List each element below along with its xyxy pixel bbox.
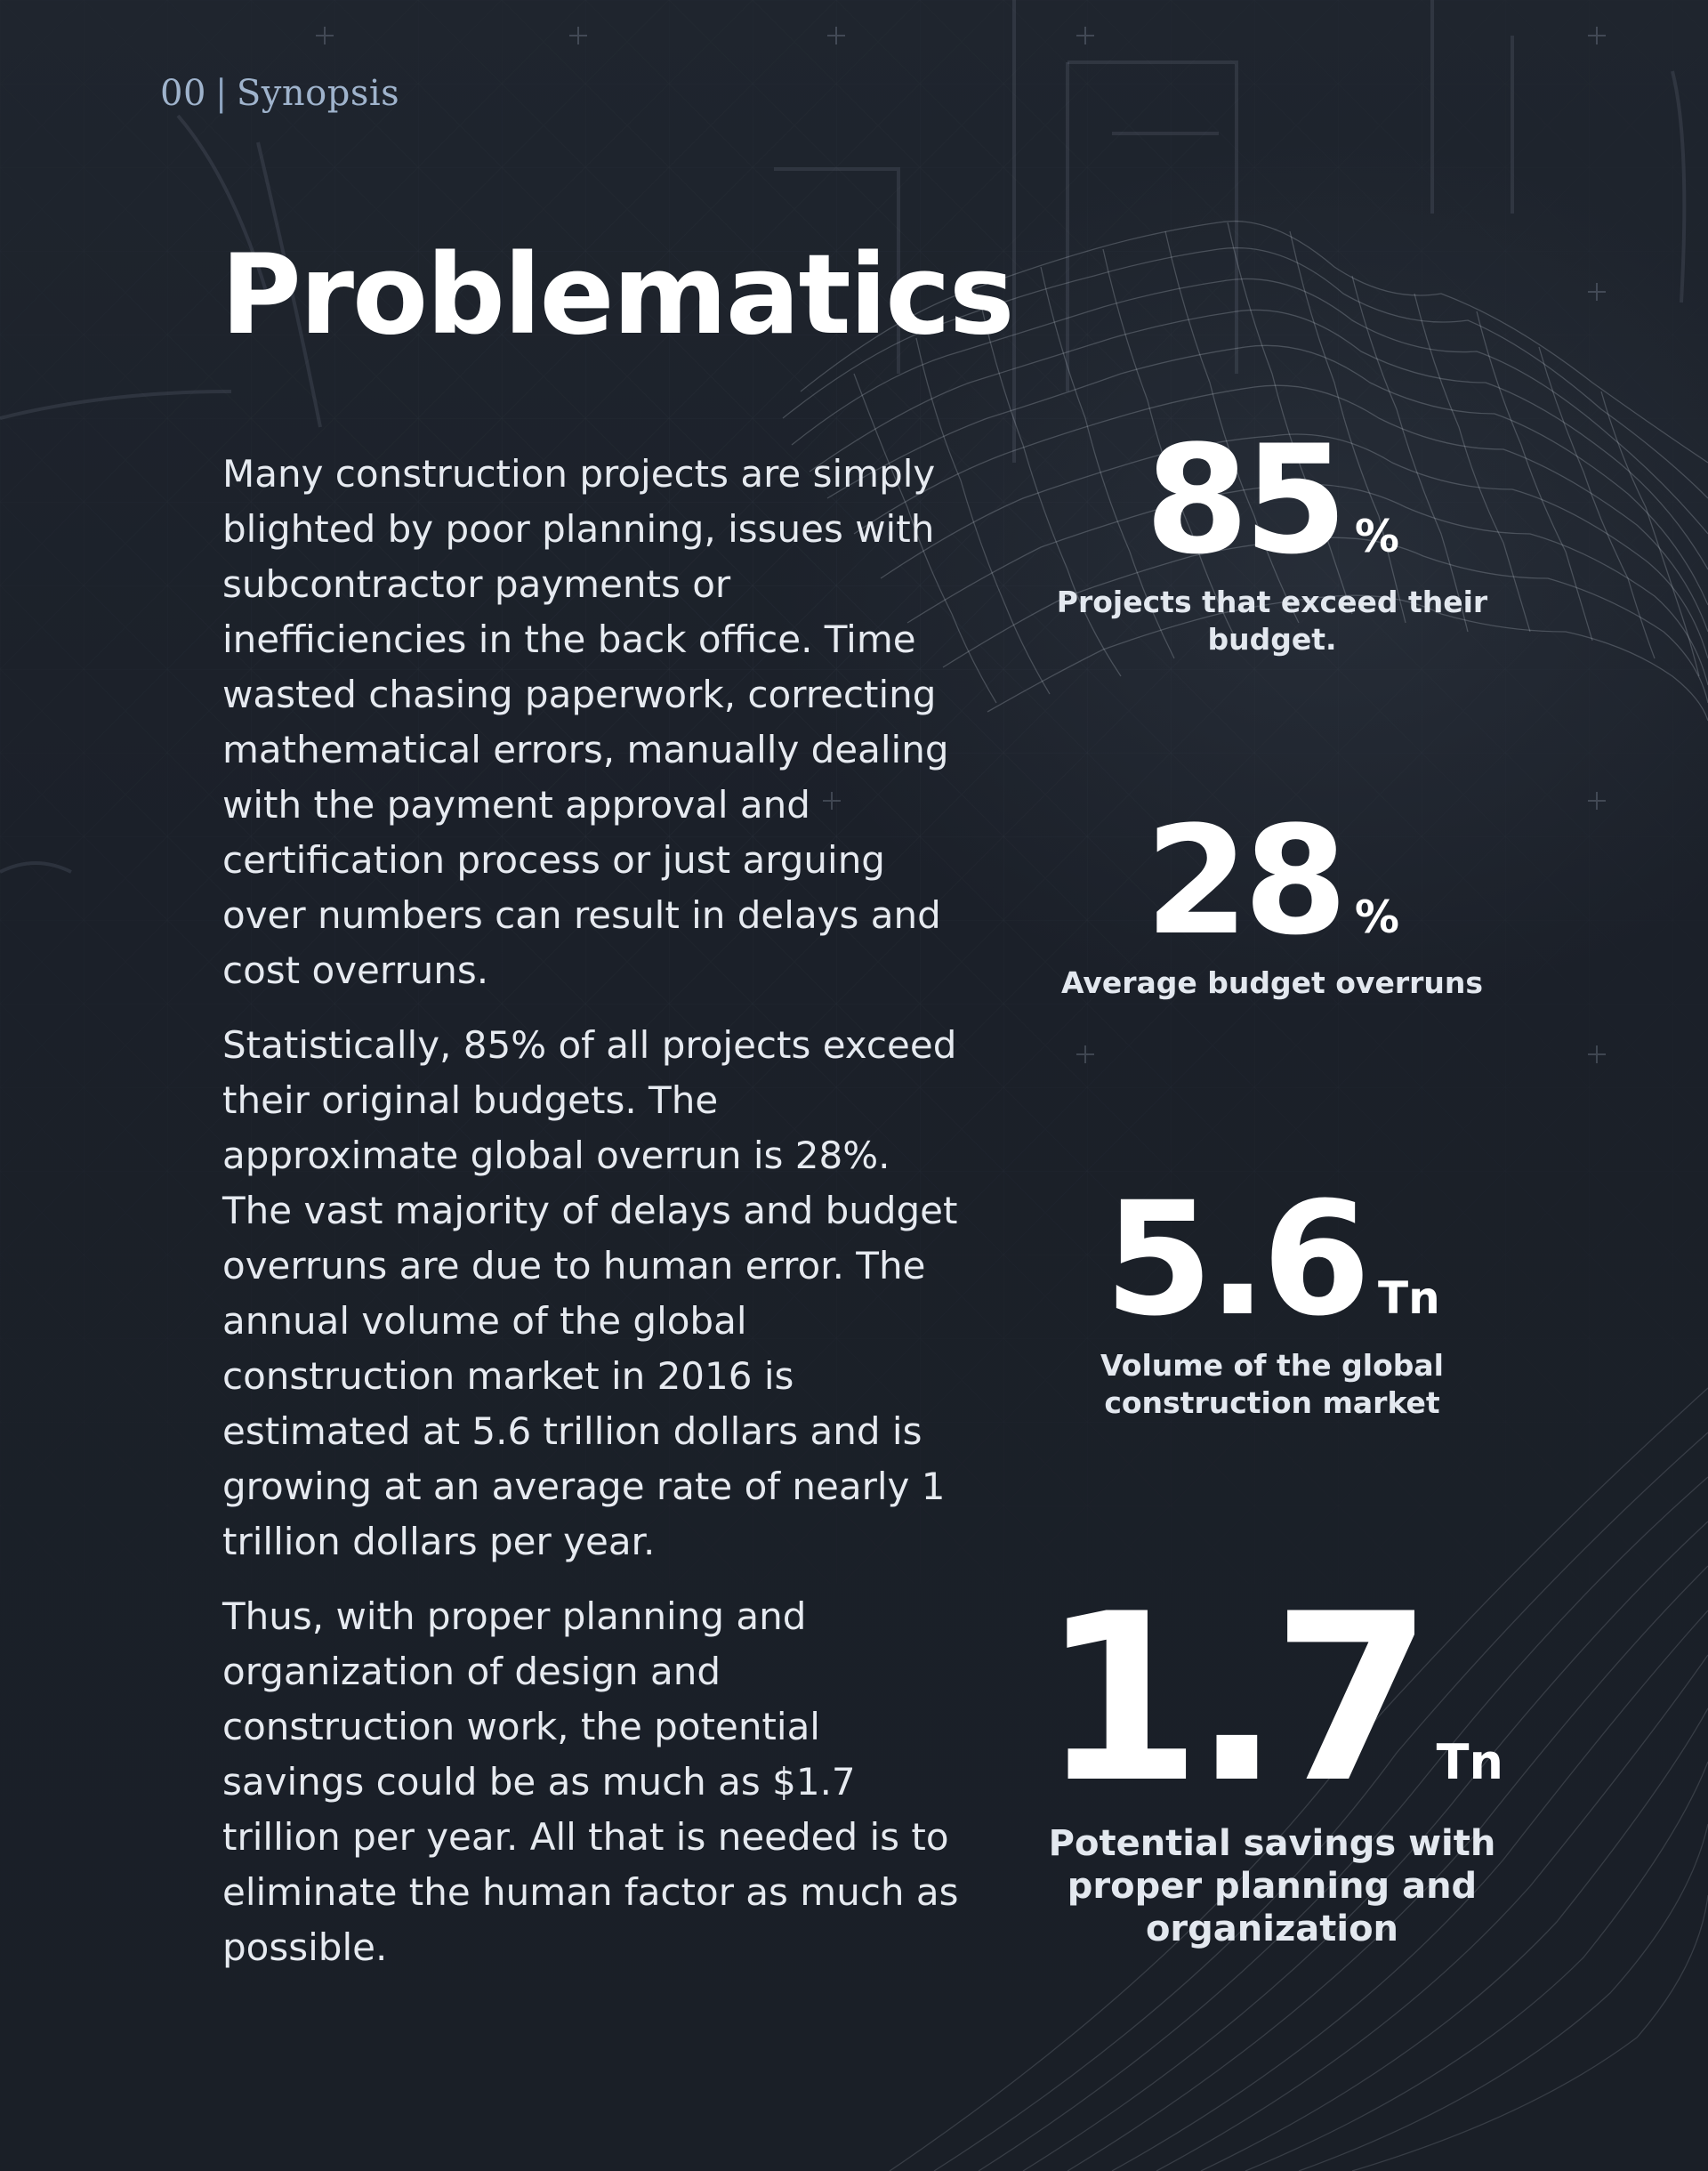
stat-value-row bbox=[1145, 794, 1399, 968]
stat-average-overrun bbox=[1050, 794, 1494, 1002]
stat-value: 1.7 bbox=[1041, 1565, 1424, 1834]
paragraph-2: Statistically, 85% of all projects exceed their original budgets. The approximate global overrun is 28%. The vast majority of delays and budget overruns are due to human error. The annual volume of the global construction market in 2016 is estimated at 5.6 trillion dollars and is growing at an average rate of nearly 1 trillion dollars per year. bbox=[222, 1023, 958, 1563]
stat-unit: Tn bbox=[1436, 1734, 1503, 1790]
section-name: Synopsis bbox=[236, 73, 400, 114]
stat-caption: Potential savings with proper planning and organization bbox=[1048, 1823, 1496, 1949]
stat-caption: Projects that exceed their budget. bbox=[1056, 585, 1488, 657]
section-header bbox=[160, 73, 399, 114]
stat-caption: Volume of the global construction market bbox=[1100, 1348, 1444, 1420]
stat-unit: % bbox=[1354, 511, 1399, 562]
stat-value-row bbox=[1104, 1168, 1440, 1351]
body-text bbox=[222, 447, 961, 1995]
paragraph-1: Many construction projects are simply blighted by poor planning, issues with subcontractor payments or inefficiencies in the back office. Time wasted chasing paperwork, correcting mathematical errors, manually dealing with the payment approval and certification process or just arguing over numbers can result in delays and cost overruns. bbox=[222, 452, 949, 992]
stat-value: 85 bbox=[1145, 413, 1342, 587]
stat-projects-over-budget bbox=[1050, 413, 1494, 658]
stat-value: 5.6 bbox=[1104, 1168, 1366, 1351]
stat-value: 28 bbox=[1145, 794, 1342, 968]
stat-value-row bbox=[1041, 1565, 1503, 1834]
stat-market-volume bbox=[1050, 1168, 1494, 1422]
stat-value-row bbox=[1145, 413, 1399, 587]
stat-unit: % bbox=[1354, 892, 1399, 943]
paragraph-3: Thus, with proper planning and organization of design and construction work, the potential savings could be as much as $1.7 trillion per year. All that is needed is to eliminate the human factor as much as possible. bbox=[222, 1594, 959, 1969]
page-title: Problematics bbox=[221, 231, 1013, 359]
stat-caption: Average budget overruns bbox=[1060, 965, 1484, 1000]
section-separator: | bbox=[214, 73, 228, 114]
stat-unit: Tn bbox=[1378, 1272, 1440, 1324]
stat-potential-savings bbox=[1014, 1565, 1530, 1950]
section-number: 00 bbox=[160, 73, 206, 114]
